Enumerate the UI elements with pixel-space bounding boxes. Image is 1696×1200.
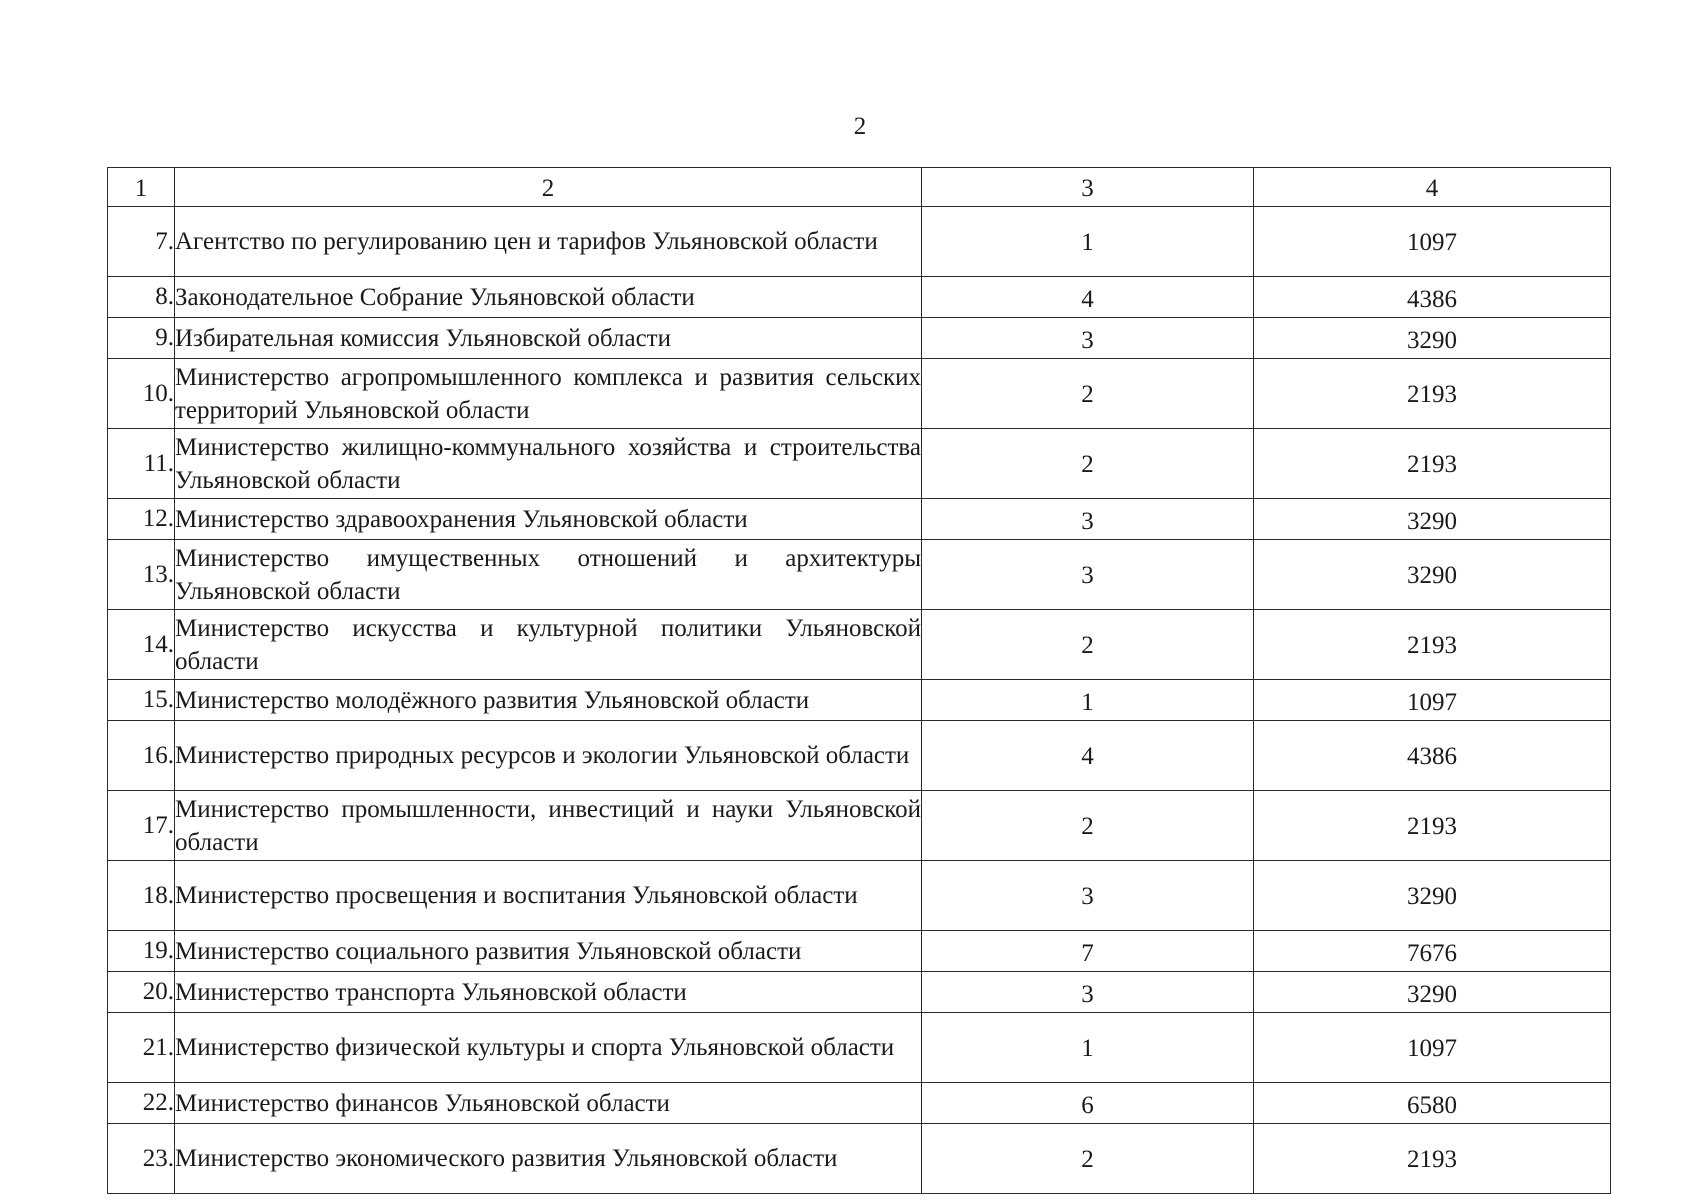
- organization-name: Министерство жилищно-коммунального хозяйства и строительства Ульяновской области: [175, 429, 922, 499]
- column-header-2: 2: [175, 168, 922, 207]
- amount-cell: 2193: [1254, 1124, 1611, 1194]
- amount-cell: 4386: [1254, 721, 1611, 791]
- count-cell: 2: [922, 359, 1254, 429]
- organization-name: Министерство промышленности, инвестиций и науки Ульяновской области: [175, 791, 922, 861]
- row-number: 15.: [108, 680, 175, 721]
- count-cell: 2: [922, 1124, 1254, 1194]
- column-header-4: 4: [1254, 168, 1611, 207]
- table-row: [108, 359, 1611, 429]
- count-cell: 4: [922, 721, 1254, 791]
- amount-cell: 3290: [1254, 499, 1611, 540]
- table-row: [108, 1124, 1611, 1194]
- organization-name: Министерство просвещения и воспитания Ульяновской области: [175, 861, 922, 931]
- organization-name: Министерство финансов Ульяновской области: [175, 1083, 922, 1124]
- count-cell: 2: [922, 791, 1254, 861]
- amount-cell: 6580: [1254, 1083, 1611, 1124]
- organization-name: Министерство природных ресурсов и экологии Ульяновской области: [175, 721, 922, 791]
- organization-name: Министерство агропромышленного комплекса и развития сельских территорий Ульяновской области: [175, 359, 922, 429]
- count-cell: 4: [922, 277, 1254, 318]
- organization-name: Законодательное Собрание Ульяновской области: [175, 277, 922, 318]
- row-number: 18.: [108, 861, 175, 931]
- row-number: 13.: [108, 540, 175, 610]
- row-number: 22.: [108, 1083, 175, 1124]
- count-cell: 3: [922, 972, 1254, 1013]
- row-number: 10.: [108, 359, 175, 429]
- count-cell: 6: [922, 1083, 1254, 1124]
- page-number: 2: [853, 113, 867, 140]
- organization-name: Министерство социального развития Ульяновской области: [175, 931, 922, 972]
- amount-cell: 1097: [1254, 207, 1611, 277]
- amount-cell: 3290: [1254, 972, 1611, 1013]
- organization-name: Избирательная комиссия Ульяновской области: [175, 318, 922, 359]
- row-number: 14.: [108, 610, 175, 680]
- row-number: 8.: [108, 277, 175, 318]
- row-number: 17.: [108, 791, 175, 861]
- table-row: [108, 861, 1611, 931]
- table-row: [108, 791, 1611, 861]
- row-number: 21.: [108, 1013, 175, 1083]
- organization-name: Министерство имущественных отношений и архитектуры Ульяновской области: [175, 540, 922, 610]
- row-number: 7.: [108, 207, 175, 277]
- column-header-3: 3: [922, 168, 1254, 207]
- amount-cell: 2193: [1254, 791, 1611, 861]
- amount-cell: 1097: [1254, 680, 1611, 721]
- amount-cell: 3290: [1254, 540, 1611, 610]
- count-cell: 2: [922, 429, 1254, 499]
- count-cell: 1: [922, 1013, 1254, 1083]
- count-cell: 3: [922, 540, 1254, 610]
- table-row: [108, 429, 1611, 499]
- row-number: 16.: [108, 721, 175, 791]
- row-number: 20.: [108, 972, 175, 1013]
- allocation-table: [107, 167, 1611, 1194]
- organization-name: Министерство экономического развития Ульяновской области: [175, 1124, 922, 1194]
- organization-name: Министерство искусства и культурной политики Ульяновской области: [175, 610, 922, 680]
- table-row: [108, 540, 1611, 610]
- count-cell: 1: [922, 207, 1254, 277]
- count-cell: 2: [922, 610, 1254, 680]
- table-row: [108, 680, 1611, 721]
- count-cell: 3: [922, 499, 1254, 540]
- amount-cell: 1097: [1254, 1013, 1611, 1083]
- amount-cell: 2193: [1254, 429, 1611, 499]
- table-row: [108, 499, 1611, 540]
- row-number: 23.: [108, 1124, 175, 1194]
- row-number: 12.: [108, 499, 175, 540]
- organization-name: Министерство здравоохранения Ульяновской области: [175, 499, 922, 540]
- row-number: 9.: [108, 318, 175, 359]
- table-row: [108, 931, 1611, 972]
- count-cell: 1: [922, 680, 1254, 721]
- count-cell: 3: [922, 861, 1254, 931]
- table-header-row: [108, 168, 1611, 207]
- table-row: [108, 1083, 1611, 1124]
- amount-cell: 7676: [1254, 931, 1611, 972]
- amount-cell: 3290: [1254, 861, 1611, 931]
- table-row: [108, 610, 1611, 680]
- table-row: [108, 277, 1611, 318]
- table-row: [108, 1013, 1611, 1083]
- row-number: 11.: [108, 429, 175, 499]
- amount-cell: 4386: [1254, 277, 1611, 318]
- count-cell: 3: [922, 318, 1254, 359]
- amount-cell: 3290: [1254, 318, 1611, 359]
- table-row: [108, 721, 1611, 791]
- amount-cell: 2193: [1254, 359, 1611, 429]
- amount-cell: 2193: [1254, 610, 1611, 680]
- table-row: [108, 318, 1611, 359]
- organization-name: Министерство транспорта Ульяновской области: [175, 972, 922, 1013]
- table-row: [108, 207, 1611, 277]
- organization-name: Агентство по регулированию цен и тарифов Ульяновской области: [175, 207, 922, 277]
- organization-name: Министерство физической культуры и спорта Ульяновской области: [175, 1013, 922, 1083]
- organization-name: Министерство молодёжного развития Ульяновской области: [175, 680, 922, 721]
- row-number: 19.: [108, 931, 175, 972]
- count-cell: 7: [922, 931, 1254, 972]
- table-row: [108, 972, 1611, 1013]
- column-header-1: 1: [108, 168, 175, 207]
